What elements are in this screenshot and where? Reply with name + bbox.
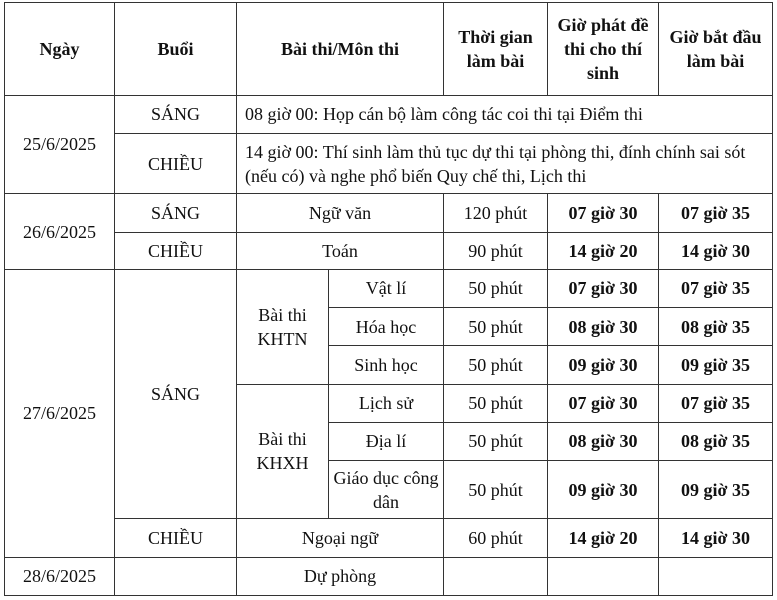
duration-cell: 50 phút — [444, 346, 548, 384]
header-thoi-gian: Thời gian làm bài — [444, 3, 548, 96]
note-cell: 14 giờ 00: Thí sinh làm thủ tục dự thi tại phòng thi, đính chính sai sót (nếu có) và nghe phổ biến Quy chế thi, Lịch thi — [237, 133, 773, 193]
duration-cell: 50 phút — [444, 384, 548, 422]
duration-cell: 50 phút — [444, 461, 548, 519]
subject-cell: Địa lí — [329, 422, 444, 460]
session-cell: CHIỀU — [115, 519, 237, 557]
session-cell: CHIỀU — [115, 133, 237, 193]
duration-cell: 50 phút — [444, 269, 548, 307]
table-row — [5, 133, 773, 193]
subject-cell: Hóa học — [329, 308, 444, 346]
start-time-cell — [659, 557, 773, 595]
subject-cell: Ngữ văn — [237, 194, 444, 232]
header-gio-phat: Giờ phát đề thi cho thí sinh — [548, 3, 659, 96]
start-time-cell: 08 giờ 35 — [659, 308, 773, 346]
date-cell: 27/6/2025 — [5, 269, 115, 557]
header-gio-bat-dau: Giờ bắt đầu làm bài — [659, 3, 773, 96]
duration-cell: 50 phút — [444, 308, 548, 346]
issue-time-cell: 07 giờ 30 — [548, 194, 659, 232]
subject-cell: Lịch sử — [329, 384, 444, 422]
start-time-cell: 09 giờ 35 — [659, 346, 773, 384]
start-time-cell: 14 giờ 30 — [659, 232, 773, 269]
date-cell: 28/6/2025 — [5, 557, 115, 595]
exam-schedule-table — [4, 2, 773, 596]
issue-time-cell: 09 giờ 30 — [548, 461, 659, 519]
issue-time-cell: 07 giờ 30 — [548, 384, 659, 422]
duration-cell: 90 phút — [444, 232, 548, 269]
issue-time-cell: 14 giờ 20 — [548, 232, 659, 269]
subject-cell: Dự phòng — [237, 557, 444, 595]
start-time-cell: 07 giờ 35 — [659, 269, 773, 307]
date-cell: 26/6/2025 — [5, 194, 115, 270]
duration-cell: 60 phút — [444, 519, 548, 557]
duration-cell — [444, 557, 548, 595]
header-ngay: Ngày — [5, 3, 115, 96]
table-row — [5, 557, 773, 595]
subject-cell: Giáo dục công dân — [329, 461, 444, 519]
header-buoi: Buổi — [115, 3, 237, 96]
start-time-cell: 09 giờ 35 — [659, 461, 773, 519]
subject-cell: Sinh học — [329, 346, 444, 384]
session-cell: SÁNG — [115, 95, 237, 133]
duration-cell: 120 phút — [444, 194, 548, 232]
issue-time-cell: 07 giờ 30 — [548, 269, 659, 307]
table-row — [5, 232, 773, 269]
start-time-cell: 08 giờ 35 — [659, 422, 773, 460]
table-row — [5, 519, 773, 557]
subject-cell: Toán — [237, 232, 444, 269]
start-time-cell: 14 giờ 30 — [659, 519, 773, 557]
issue-time-cell: 09 giờ 30 — [548, 346, 659, 384]
table-row — [5, 269, 773, 307]
session-cell: CHIỀU — [115, 232, 237, 269]
table-row — [5, 95, 773, 133]
duration-cell: 50 phút — [444, 422, 548, 460]
group-label-khxh: Bài thi KHXH — [237, 384, 329, 519]
session-cell: SÁNG — [115, 269, 237, 519]
group-label-khtn: Bài thi KHTN — [237, 269, 329, 384]
subject-cell: Ngoại ngữ — [237, 519, 444, 557]
issue-time-cell: 14 giờ 20 — [548, 519, 659, 557]
issue-time-cell: 08 giờ 30 — [548, 308, 659, 346]
start-time-cell: 07 giờ 35 — [659, 384, 773, 422]
note-cell: 08 giờ 00: Họp cán bộ làm công tác coi thi tại Điểm thi — [237, 95, 773, 133]
subject-cell: Vật lí — [329, 269, 444, 307]
table-row — [5, 194, 773, 232]
start-time-cell: 07 giờ 35 — [659, 194, 773, 232]
header-row — [5, 3, 773, 96]
session-cell: SÁNG — [115, 194, 237, 232]
issue-time-cell: 08 giờ 30 — [548, 422, 659, 460]
date-cell: 25/6/2025 — [5, 95, 115, 194]
session-cell — [115, 557, 237, 595]
issue-time-cell — [548, 557, 659, 595]
header-bai-thi: Bài thi/Môn thi — [237, 3, 444, 96]
